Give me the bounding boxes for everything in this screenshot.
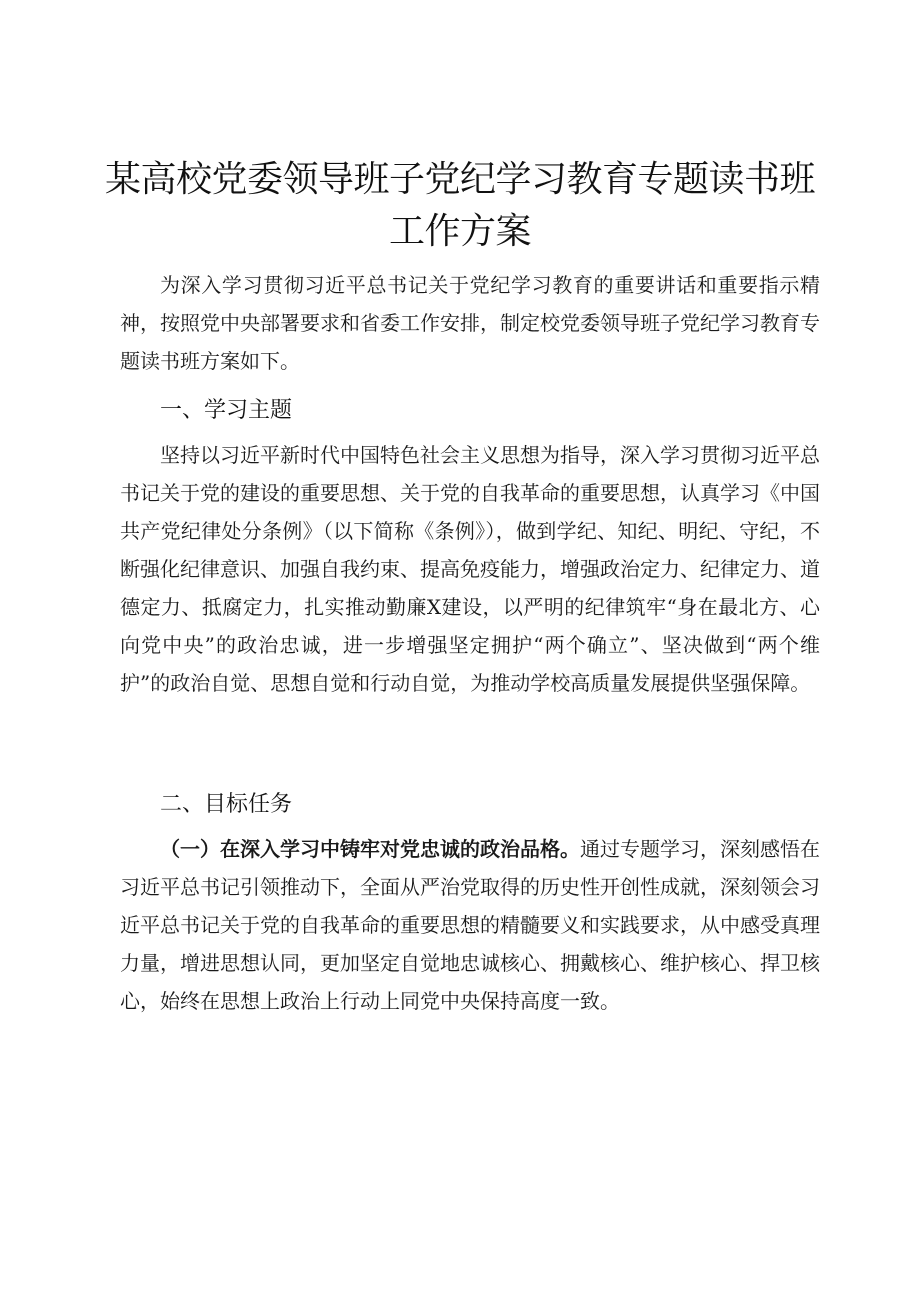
section2-item1-lead: （一）在深入学习中铸牢对党忠诚的政治品格。 — [160, 837, 580, 861]
section2-item1-paragraph — [120, 830, 820, 1020]
section1-paragraph: 坚持以习近平新时代中国特色社会主义思想为指导，深入学习贯彻习近平总书记关于党的建设的重要思想、关于党的自我革命的重要思想，认真学习《中国共产党纪律处分条例》（以下简称《条例》），做到学纪、知纪、明纪、守纪，不断强化纪律意识、加强自我约束、提高免疫能力，增强政治定力、纪律定力、道德定力、抵腐定力，扎实推动勤廉X建设，以严明的纪律筑牢“身在最北方、心向党中央”的政治忠诚，进一步增强坚定拥护“两个确立”、坚决做到“两个维护”的政治自觉、思想自觉和行动自觉，为推动学校高质量发展提供坚强保障。 — [120, 443, 820, 695]
document-title-line2: 工作方案 — [388, 211, 531, 252]
document-title-line1: 某高校党委领导班子党纪学习教育专题读书班 — [104, 159, 815, 200]
intro-paragraph: 为深入学习贯彻习近平总书记关于党纪学习教育的重要讲话和重要指示精神，按照党中央部署要求和省委工作安排，制定校党委领导班子党纪学习教育专题读书班方案如下。 — [120, 273, 820, 373]
section1-heading: 一、学习主题 — [160, 398, 293, 423]
section2-heading: 二、目标任务 — [160, 792, 293, 817]
section2-item1-body: 通过专题学习，深刻感悟在习近平总书记引领推动下，全面从严治党取得的历史性开创性成就，深刻领会习近平总书记关于党的自我革命的重要思想的精髓要义和实践要求，从中感受真理力量，增进思想认同，更加坚定自觉地忠诚核心、拥戴核心、维护核心、捍卫核心，始终在思想上政治上行动上同党中央保持高度一致。 — [120, 837, 820, 1013]
